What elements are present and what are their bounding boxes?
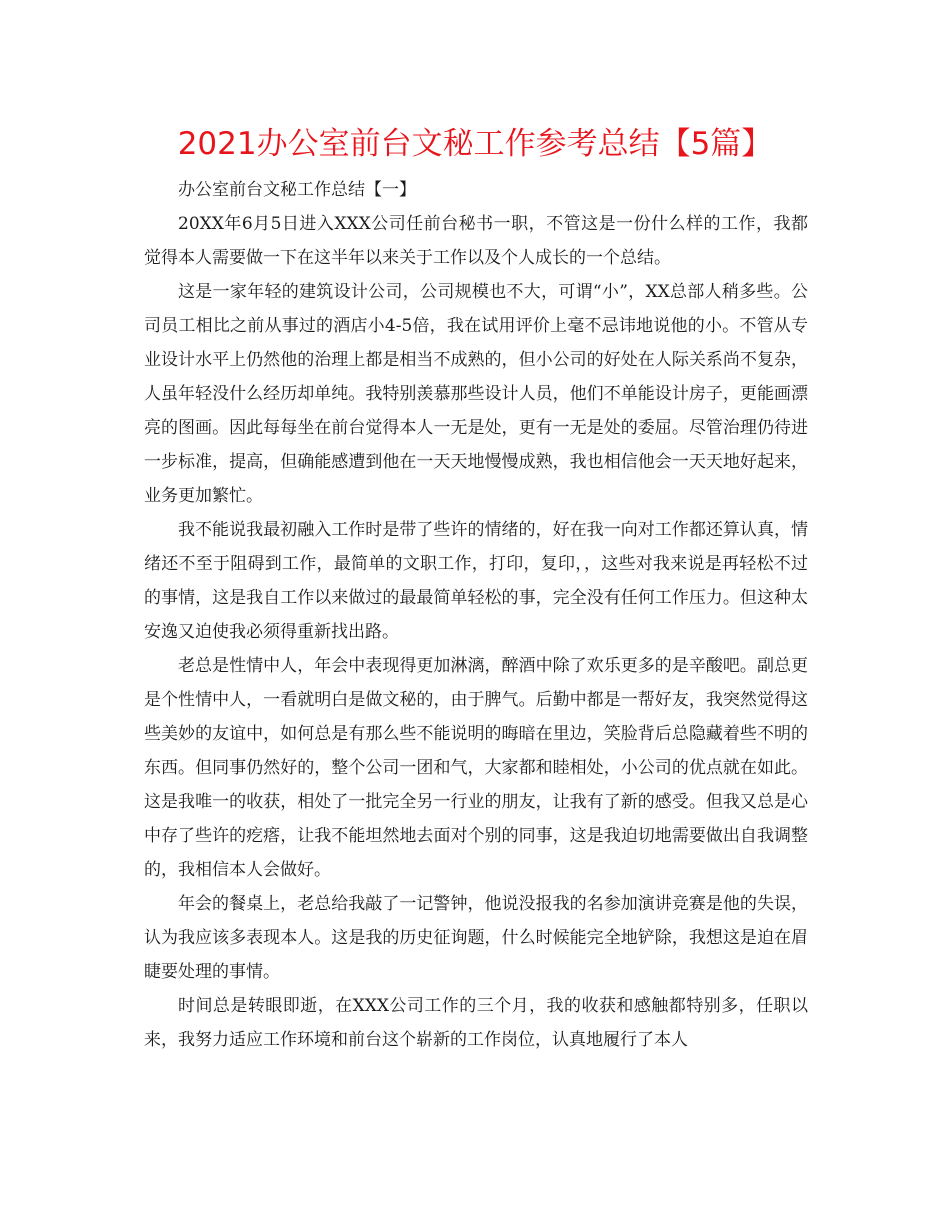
paragraph: 老总是性情中人，年会中表现得更加淋漓，醉酒中除了欢乐更多的是辛酸吧。副总更是个性情中人，一看就明白是做文秘的，由于脾气。后勤中都是一帮好友，我突然觉得这些美妙的友谊中，如何总是有那么些不能说明的晦暗在里边，笑脸背后总隐藏着些不明的东西。但同事仍然好的，整个公司一团和气，大家都和睦相处，小公司的优点就在如此。这是我唯一的收获，相处了一批完全另一行业的朋友，让我有了新的感受。但我又总是心中存了些许的疙瘩，让我不能坦然地去面对个别的同事，这是我迫切地需要做出自我调整的，我相信本人会做好。	[144, 656, 808, 880]
document-body	[144, 173, 808, 1057]
paragraph: 这是一家年轻的建筑设计公司，公司规模也不大，可谓“小”，XX总部人稍多些。公司员工相比之前从事过的酒店小4-5倍，我在试用评价上毫不忌讳地说他的小。不管从专业设计水平上仍然他的治理上都是相当不成熟的，但小公司的好处在人际关系尚不复杂，人虽年轻没什么经历却单纯。我特别羡慕那些设计人员，他们不单能设计房子，更能画漂亮的图画。因此每每坐在前台觉得本人一无是处，更有一无是处的委屈。尽管治理仍待进一步标准，提高，但确能感遭到他在一天天地慢慢成熟，我也相信他会一天天地好起来，业务更加繁忙。	[144, 282, 808, 506]
paragraph: 时间总是转眼即逝，在XXX公司工作的三个月，我的收获和感触都特别多，任职以来，我努力适应工作环境和前台这个崭新的工作岗位，认真地履行了本人	[144, 996, 808, 1050]
paragraph: 年会的餐桌上，老总给我敲了一记警钟，他说没报我的名参加演讲竞赛是他的失误，认为我应该多表现本人。这是我的历史征询题，什么时候能完全地铲除，我想这是迫在眉睫要处理的事情。	[144, 894, 808, 982]
section-heading: 办公室前台文秘工作总结【一】	[178, 180, 416, 200]
paragraph: 20XX年6月5日进入XXX公司任前台秘书一职，不管这是一份什么样的工作，我都觉得本人需要做一下在这半年以来关于工作以及个人成长的一个总结。	[144, 214, 808, 268]
document-title: 2021办公室前台文秘工作参考总结【5篇】	[177, 126, 773, 162]
paragraph: 我不能说我最初融入工作时是带了些许的情绪的，好在我一向对工作都还算认真，情绪还不至于阻碍到工作，最简单的文职工作，打印，复印，，这些对我来说是再轻松不过的事情，这是我自工作以来做过的最最简单轻松的事，完全没有任何工作压力。但这种太安逸又迫使我必须得重新找出路。	[144, 520, 808, 642]
